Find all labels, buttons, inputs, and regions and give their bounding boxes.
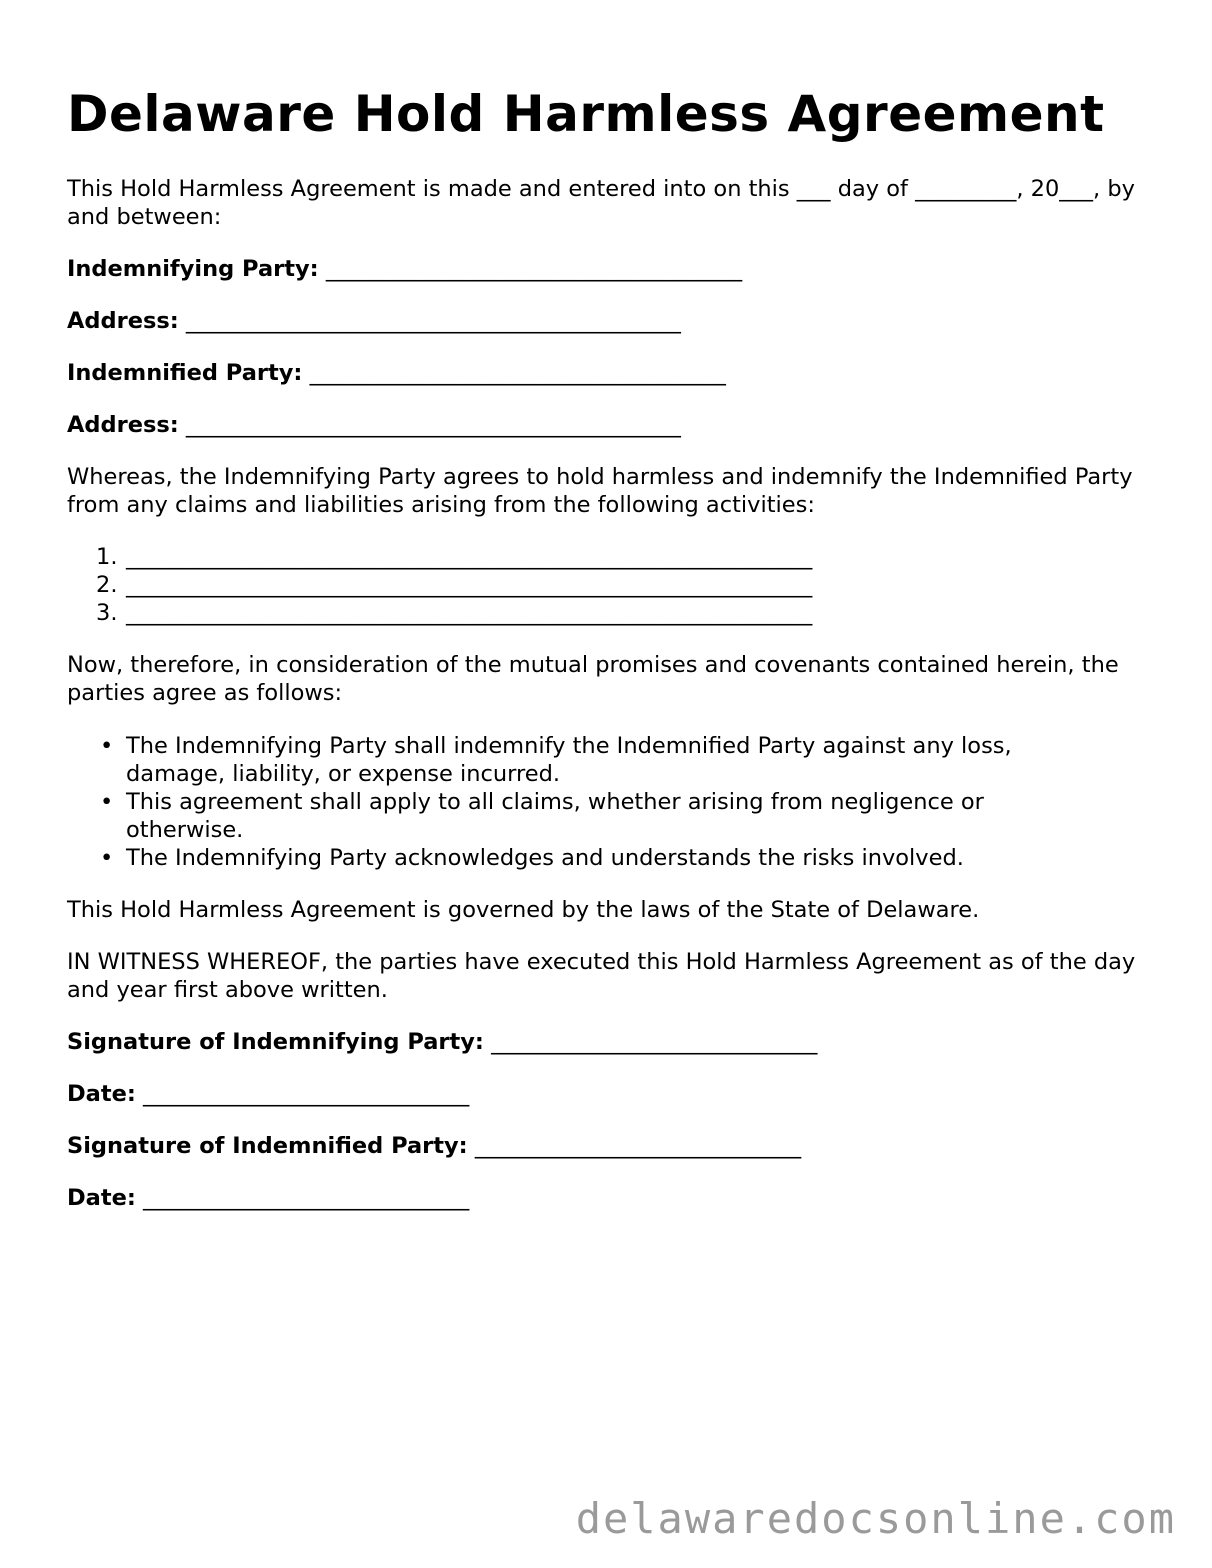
activity-blank[interactable]: _____________________________________________________________ xyxy=(126,600,813,626)
date-indemnifying-field[interactable] xyxy=(67,1080,469,1108)
list-item[interactable] xyxy=(67,571,1152,599)
indemnified-party-label: Indemnified Party: xyxy=(67,360,303,386)
indemnifying-party-blank[interactable]: _____________________________________ xyxy=(325,256,743,282)
indemnified-party-field[interactable] xyxy=(67,359,726,387)
indemnifying-party-field[interactable] xyxy=(67,255,742,283)
signature-indemnified-label: Signature of Indemnified Party: xyxy=(67,1133,468,1159)
whereas-paragraph: Whereas, the Indemnifying Party agrees to hold harmless and indemnify the Indemnified Party from any claims and liabilities arising from the following activities: xyxy=(67,464,1133,518)
intro-paragraph: This Hold Harmless Agreement is made and entered into on this ___ day of _________, 20___, by and between: xyxy=(67,176,1135,230)
term-text: The Indemnifying Party shall indemnify the Indemnified Party against any loss, damage, liability, or expense incurred. xyxy=(126,733,1012,787)
governing-law-paragraph: This Hold Harmless Agreement is governed by the laws of the State of Delaware. xyxy=(67,897,980,923)
list-number: 3. xyxy=(96,600,118,626)
indemnified-address-field[interactable] xyxy=(67,411,681,439)
indemnifying-party-label: Indemnifying Party: xyxy=(67,256,319,282)
witness-paragraph: IN WITNESS WHEREOF, the parties have executed this Hold Harmless Agreement as of the day and year first above written. xyxy=(67,949,1136,1003)
bullet-icon: • xyxy=(100,845,114,871)
signature-indemnifying-label: Signature of Indemnifying Party: xyxy=(67,1029,484,1055)
list-item xyxy=(67,844,1067,872)
document-title: Delaware Hold Harmless Agreement xyxy=(67,85,1105,143)
indemnifying-address-label: Address: xyxy=(67,308,179,334)
bullet-icon: • xyxy=(100,789,114,815)
indemnified-address-label: Address: xyxy=(67,412,179,438)
activity-blank[interactable]: _____________________________________________________________ xyxy=(126,544,813,570)
date-indemnifying-blank[interactable]: _____________________________ xyxy=(143,1081,470,1107)
date-indemnified-label: Date: xyxy=(67,1185,136,1211)
indemnified-party-blank[interactable]: _____________________________________ xyxy=(309,360,726,386)
date-indemnified-blank[interactable]: _____________________________ xyxy=(143,1185,470,1211)
date-indemnifying-label: Date: xyxy=(67,1081,136,1107)
signature-indemnified-field[interactable] xyxy=(67,1132,801,1160)
list-item xyxy=(67,788,1067,844)
list-item xyxy=(67,732,1067,788)
list-number: 1. xyxy=(96,544,118,570)
indemnified-address-blank[interactable]: ____________________________________________ xyxy=(185,412,681,438)
signature-indemnified-blank[interactable]: _____________________________ xyxy=(474,1133,802,1159)
activities-list xyxy=(67,543,1152,627)
list-item[interactable] xyxy=(67,599,1152,627)
term-text: The Indemnifying Party acknowledges and understands the risks involved. xyxy=(126,845,964,871)
signature-indemnifying-blank[interactable]: _____________________________ xyxy=(491,1029,818,1055)
watermark: delawaredocsonline.com xyxy=(575,1494,1176,1543)
now-therefore-paragraph: Now, therefore, in consideration of the mutual promises and covenants contained herein, the parties agree as follows: xyxy=(67,652,1119,706)
list-number: 2. xyxy=(96,572,118,598)
indemnifying-address-blank[interactable]: ____________________________________________ xyxy=(185,308,681,334)
bullet-icon: • xyxy=(100,733,114,759)
terms-list xyxy=(67,732,1067,872)
date-indemnified-field[interactable] xyxy=(67,1184,469,1212)
signature-indemnifying-field[interactable] xyxy=(67,1028,817,1056)
list-item[interactable] xyxy=(67,543,1152,571)
activity-blank[interactable]: _____________________________________________________________ xyxy=(126,572,813,598)
term-text: This agreement shall apply to all claims, whether arising from negligence or otherwise. xyxy=(126,789,984,843)
indemnifying-address-field[interactable] xyxy=(67,307,681,335)
